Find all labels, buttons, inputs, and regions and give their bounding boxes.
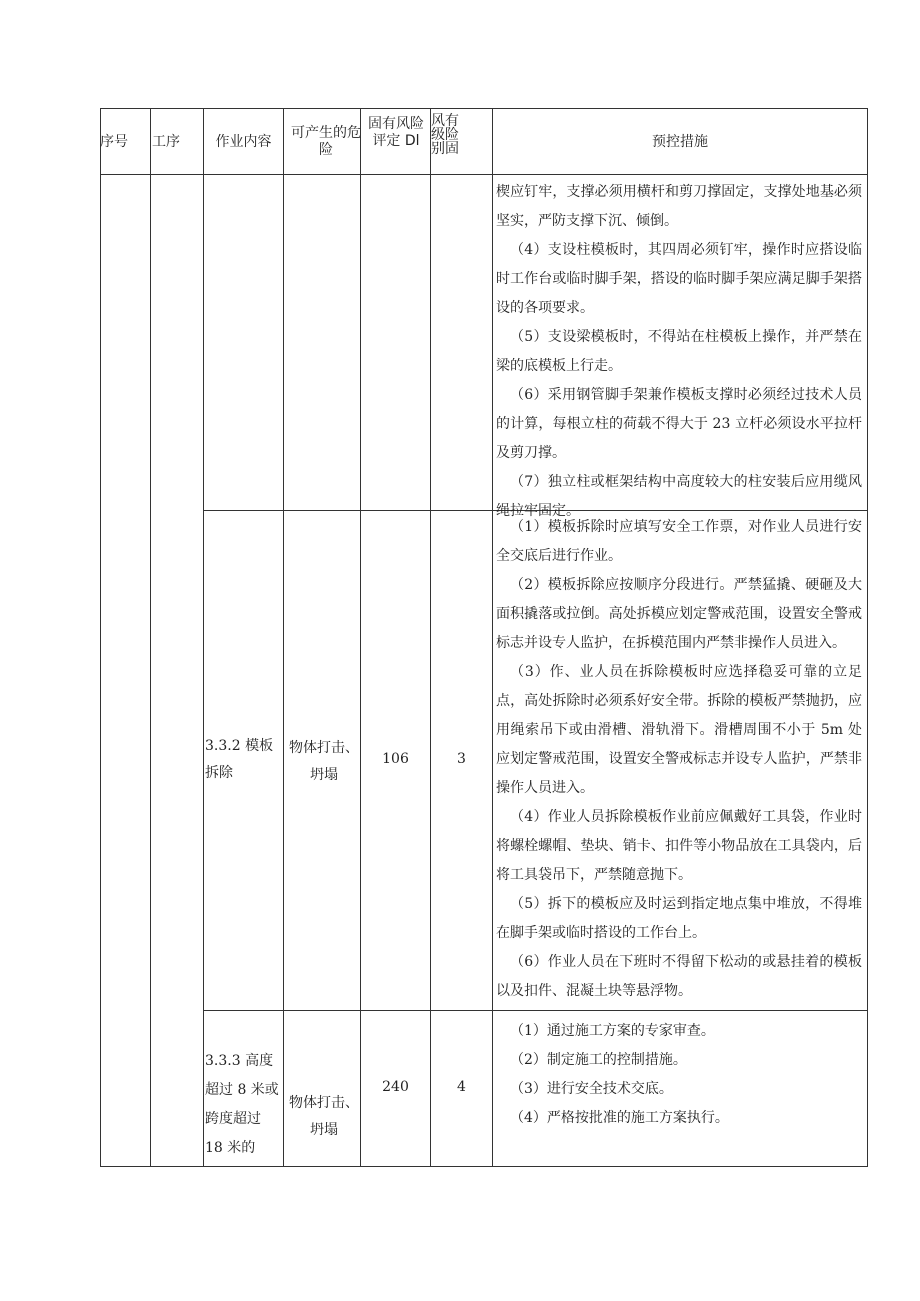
row-3-measure-0: （1）通过施工方案的专家审查。 bbox=[510, 1023, 715, 1039]
row-2-measure-2: （3）作、业人员在拆除模板时应选择稳妥可靠的立足点，高处拆除时必须系好安全带。拆除的模板严禁抛扔，应用绳索吊下或由滑槽、滑轨滑下。滑槽周围不小于 5m 处应划定警戒范围，设置安全警戒标志并设专人监护，严禁非操作人员进入。 bbox=[496, 664, 862, 796]
row-2-measures bbox=[496, 513, 862, 1009]
col-divider-1 bbox=[150, 108, 151, 1167]
row-3-content: 3.3.3 高度超过 8 米或跨度超过 18 米的 bbox=[205, 1053, 279, 1156]
row-1-measure-3: （6）采用钢管脚手架兼作模板支撑时必须经过技术人员的计算，每根立柱的荷载不得大于 23 立杆必须设水平拉杆及剪刀撑。 bbox=[496, 387, 862, 461]
table-border-top bbox=[100, 108, 868, 109]
header-process: 工序 bbox=[152, 134, 180, 150]
row-2-measure-5: （6）作业人员在下班时不得留下松动的或悬挂着的模板以及扣件、混凝土块等悬浮物。 bbox=[496, 954, 862, 999]
row-2-risk-level: 3 bbox=[457, 751, 466, 767]
row-1-measure-2: （5）支设梁模板时，不得站在柱模板上操作，并严禁在梁的底模板上行走。 bbox=[496, 329, 862, 374]
col-divider-6 bbox=[492, 108, 493, 1167]
col-divider-4 bbox=[360, 108, 361, 1167]
row-1-measure-4: （7）独立柱或框架结构中高度较大的柱安装后应用缆风绳拉牢固定。 bbox=[496, 474, 862, 519]
header-risk-score: 固有风险评定 Dl bbox=[368, 116, 424, 149]
header-content: 作业内容 bbox=[215, 134, 272, 150]
row-3-measures bbox=[496, 1017, 862, 1157]
table-border-bottom bbox=[100, 1166, 868, 1167]
row-2-measure-0: （1）模板拆除时应填写安全工作票，对作业人员进行安全交底后进行作业。 bbox=[496, 519, 862, 564]
row-2-measure-3: （4）作业人员拆除模板作业前应佩戴好工具袋，作业时将螺栓螺帽、垫块、销卡、扣件等小物品放在工具袋内，后将工具袋吊下，严禁随意抛下。 bbox=[496, 809, 862, 883]
row-1-measure-1: （4）支设柱模板时，其四周必须钉牢，操作时应搭设临时工作台或临时脚手架，搭设的临时脚手架应满足脚手架搭设的各项要求。 bbox=[496, 242, 862, 316]
row-2-hazard: 物体打击、坍塌 bbox=[289, 740, 359, 783]
row-3-measure-3: （4）严格按批准的施工方案执行。 bbox=[510, 1110, 729, 1126]
header-measures: 预控措施 bbox=[652, 134, 708, 150]
row-2-risk-score: 106 bbox=[382, 751, 409, 767]
row-3-measure-1: （2）制定施工的控制措施。 bbox=[510, 1052, 687, 1068]
row-3-hazard: 物体打击、坍塌 bbox=[289, 1095, 359, 1138]
header-hazard: 可产生的危险 bbox=[291, 125, 361, 158]
table-border-left bbox=[100, 108, 101, 1167]
table-border-right bbox=[867, 108, 868, 1167]
row-2-content: 3.3.2 模板拆除 bbox=[205, 738, 274, 781]
row-1-measures bbox=[496, 178, 862, 519]
header-risk-level: 风有级险别固 bbox=[431, 113, 459, 157]
row-2-measure-1: （2）模板拆除应按顺序分段进行。严禁猛撬、硬砸及大面积撬落或拉倒。高处拆模应划定警戒范围，设置安全警戒标志并设专人监护，在拆模范围内严禁非操作人员进入。 bbox=[496, 577, 862, 651]
row-3-risk-level: 4 bbox=[457, 1079, 466, 1095]
row-divider-2 bbox=[203, 1010, 868, 1011]
header-bottom-line bbox=[100, 174, 868, 175]
row-2-measure-4: （5）拆下的模板应及时运到指定地点集中堆放，不得堆在脚手架或临时搭设的工作台上。 bbox=[496, 896, 862, 941]
col-divider-5 bbox=[430, 108, 431, 1167]
header-seq: 序号 bbox=[100, 134, 128, 150]
row-3-risk-score: 240 bbox=[382, 1079, 409, 1095]
row-1-measure-0: 楔应钉牢，支撑必须用横杆和剪刀撑固定，支撑处地基必须坚实，严防支撑下沉、倾倒。 bbox=[496, 184, 862, 229]
col-divider-3 bbox=[283, 108, 284, 1167]
col-divider-2 bbox=[203, 108, 204, 1167]
row-3-measure-2: （3）进行安全技术交底。 bbox=[510, 1081, 673, 1097]
